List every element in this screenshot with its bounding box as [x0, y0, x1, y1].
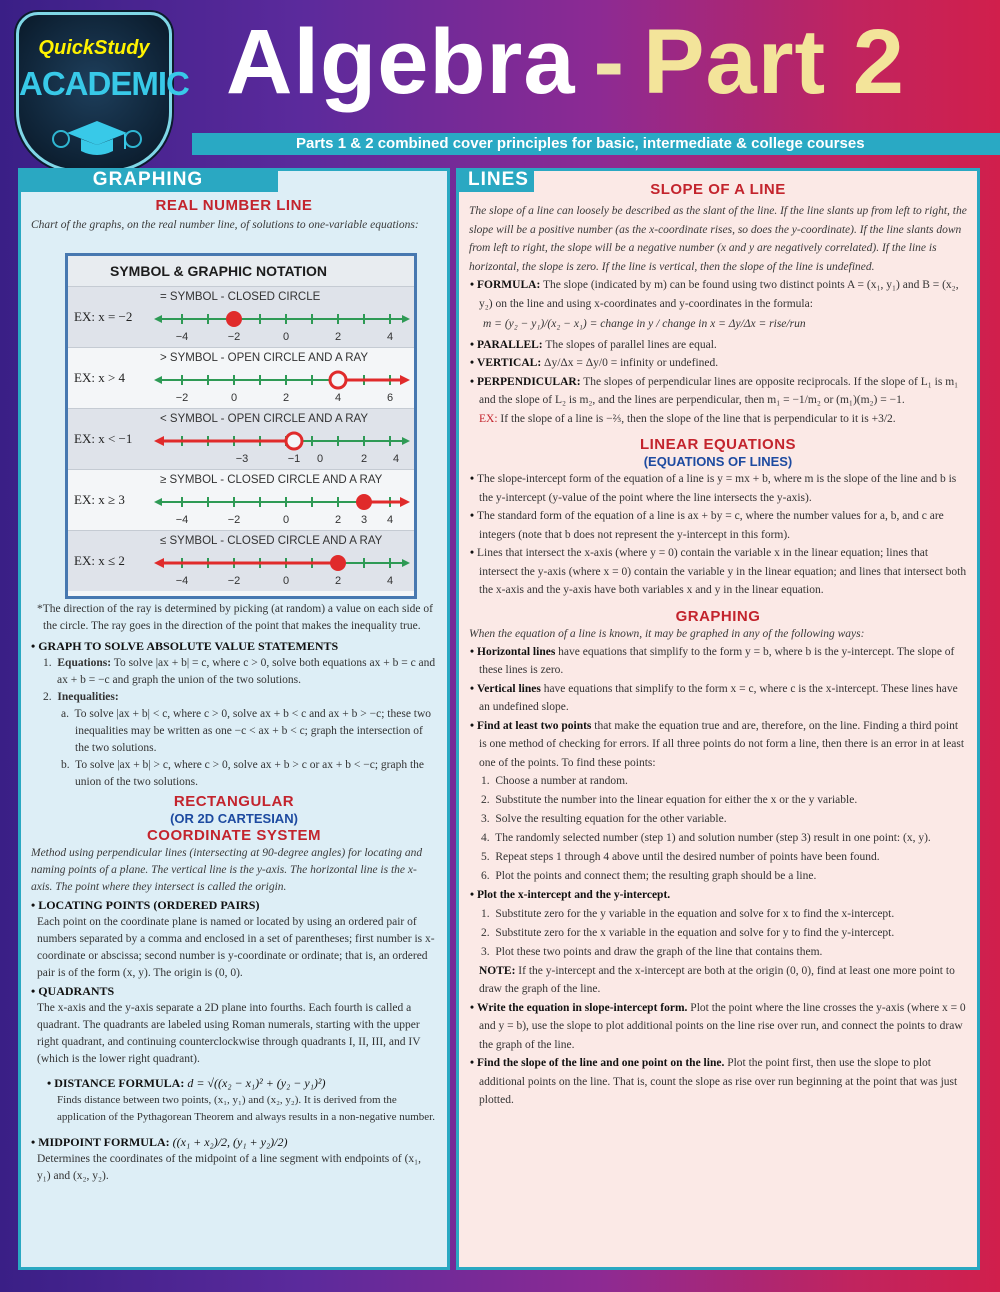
- intercept-note: NOTE: If the y-intercept and the x-intercept are both at the origin (0, 0), find at least one more point to draw the graph of the line.: [479, 964, 955, 995]
- tick-label: 4: [386, 331, 394, 343]
- linear-equations-heading: LINEAR EQUATIONS: [639, 436, 797, 453]
- number-line-graph: [154, 488, 410, 530]
- plot-intercepts-item: • Plot the x-intercept and the y-intercept.: [469, 886, 967, 905]
- tick-label: 6: [386, 392, 394, 404]
- tick-label: −4: [175, 575, 189, 587]
- title-main: Algebra: [226, 11, 576, 113]
- tick-label: 0: [282, 514, 290, 526]
- notation-example: EX: x ≥ 3: [74, 492, 125, 507]
- tick-label: −2: [227, 575, 241, 587]
- tick-label: −4: [175, 331, 189, 343]
- graphing-lines-intro: When the equation of a line is known, it may be graphed in any of the following ways:: [469, 627, 865, 640]
- step-item: 4. The randomly selected number (step 1) and solution number (step 3) result in one point: (x, y).: [481, 832, 931, 844]
- notation-heading: SYMBOL & GRAPHIC NOTATION: [68, 256, 414, 286]
- lines-panel: [456, 168, 980, 1270]
- horizontal-lines-item: • Horizontal lines have equations that simplify to the form y = b, where b is the y-intercept. The slope of these lines is zero.: [469, 643, 967, 680]
- notation-example: EX: x < −1: [74, 431, 133, 446]
- quadrants-heading: • QUADRANTS: [31, 984, 115, 998]
- slope-point-item: • Find the slope of the line and one point on the line. Plot the point first, then use the slope to plot additional points on the line. That is, count the slope as rise over run beginning at the point that was just plotted.: [469, 1054, 967, 1110]
- tick-label: 2: [334, 514, 342, 526]
- locating-points-heading: • LOCATING POINTS (ORDERED PAIRS): [31, 898, 260, 912]
- tick-label: 2: [360, 453, 368, 465]
- abs-item-inequalities: 2. Inequalities:: [43, 691, 119, 703]
- linear-item: • The standard form of the equation of a line is ax + by = c, where the number values for a, b, and c are integers (note that b does not represent the y-intercept in this form).: [469, 507, 967, 544]
- step-item: 5. Repeat steps 1 through 4 above until the desired number of points have been found.: [481, 851, 880, 863]
- slope-intro: The slope of a line can loosely be described as the slant of the line. If the line slants up from left to right, the slope will be a positive number (as the x-coordinate rises, so does the y-coordinate). If the line slants down from left to right, the slope will be a negative number (x and y are negatively correlated). If the line is horizontal, the slope is zero. If the line is vertical, then the slope of the line is undefined.: [469, 205, 967, 273]
- number-line-graph: [154, 427, 410, 469]
- tick-label: 4: [392, 453, 400, 465]
- tick-label: 2: [282, 392, 290, 404]
- distance-formula-text: Finds distance between two points, (x₁, y₁) and (x₂, y₂). It is derived from the application of the Pythagorean Theorem and always results in a non-negative number.: [57, 1094, 435, 1123]
- page-title: [226, 12, 905, 112]
- tick-label: 4: [334, 392, 342, 404]
- rectangular-heading-block: [31, 793, 437, 845]
- notation-example: EX: x > 4: [74, 370, 126, 385]
- notation-symbol: ≤ SYMBOL - CLOSED CIRCLE AND A RAY: [160, 535, 383, 547]
- logo-academic-text: ACADEMIC: [19, 65, 189, 102]
- slope-intercept-item: • Write the equation in slope-intercept form. Plot the point where the line crosses the y-axis (where x = 0 and y = b), use the slope to plot additional points on the line rise over run, and connect the points to draw the graph of the line.: [469, 999, 967, 1055]
- step-item: 2. Substitute the number into the linear equation for either the x or the y variable.: [481, 794, 858, 806]
- abs-value-heading: • GRAPH TO SOLVE ABSOLUTE VALUE STATEMENTS: [31, 639, 339, 653]
- ray-note: *The direction of the ray is determined by picking (at random) a value on each side of the circle. The ray goes in the direction of the point that makes the inequality true.: [37, 603, 433, 632]
- notation-table: [65, 253, 417, 599]
- step-item: 6. Plot the points and connect them; the resulting graph should be a line.: [481, 870, 817, 882]
- vertical-item: • VERTICAL: Δy/Δx = Δy/0 = infinity or undefined.: [469, 354, 967, 373]
- linear-item: • Lines that intersect the x-axis (where y = 0) contain the variable x in the linear equation; lines that intersect the y-axis (where x = 0) contain the variable y in the linear equation; and lines that intersect both the x-axis and the y-axis have both variables x and y in the linear equation.: [469, 544, 967, 600]
- rectangular-heading: RECTANGULAR: [173, 793, 295, 810]
- title-part: Part 2: [643, 11, 905, 113]
- perpendicular-example: EX: If the slope of a line is −⅔, then the slope of the line that is perpendicular to it is +3/2.: [479, 412, 896, 425]
- tick-label: 0: [316, 453, 324, 465]
- number-line-graph: [154, 366, 410, 408]
- real-number-line-intro: Chart of the graphs, on the real number line, of solutions to one-variable equations:: [31, 219, 419, 231]
- lines-tab: LINES: [456, 168, 534, 192]
- notation-symbol: < SYMBOL - OPEN CIRCLE AND A RAY: [160, 413, 369, 425]
- notation-symbol: = SYMBOL - CLOSED CIRCLE: [160, 291, 321, 303]
- notation-symbol: > SYMBOL - OPEN CIRCLE AND A RAY: [160, 352, 369, 364]
- notation-example: EX: x = −2: [74, 309, 133, 324]
- abs-item-2a: a. To solve |ax + b| < c, where c > 0, solve ax + b < c and ax + b > −c; these two inequalities may be written as one −c < ax + b < c; graph the intersection of the two solutions.: [61, 708, 432, 754]
- notation-row: [68, 469, 414, 530]
- tick-label: −2: [175, 392, 189, 404]
- step-item: 3. Solve the resulting equation for the other variable.: [481, 813, 727, 825]
- tick-label: 2: [334, 575, 342, 587]
- tick-label: 0: [282, 575, 290, 587]
- tick-label: −3: [235, 453, 249, 465]
- tick-label: 0: [282, 331, 290, 343]
- quadrants-text: The x-axis and the y-axis separate a 2D plane into fourths. Each fourth is called a quadrant. The quadrants are labeled using Roman numerals, starting with the upper right quadrant, and continuing counterclockwise through quadrants I, II, III, and IV (which is the lower right quadrant).: [37, 1002, 421, 1065]
- subtitle-bar: Parts 1 & 2 combined cover principles for basic, intermediate & college courses: [192, 133, 1000, 155]
- step-item: 1. Choose a number at random.: [481, 775, 628, 787]
- locating-points-text: Each point on the coordinate plane is named or located by using an ordered pair of numbers separated by a comma and enclosed in a set of parentheses; first number is x-coordinate or abscissa; second number is y-coordinate or ordinate; that is, an ordered pair is of the form (x, y). The origin is (0, 0).: [37, 916, 435, 979]
- perpendicular-item: • PERPENDICULAR: The slopes of perpendicular lines are opposite reciprocals. If the slope of L₁ is m₁ and the slope of L₂ is m₂, and the lines are perpendicular, then m₁ = −1/m₂ or (m₁)(m₂) = −1.: [469, 373, 967, 410]
- parallel-item: • PARALLEL: The slopes of parallel lines are equal.: [469, 336, 967, 355]
- linear-item: • The slope-intercept form of the equation of a line is y = mx + b, where m is the slope of the line and b is the y-intercept (y-value of the point where the line intersects the y-axis).: [469, 470, 967, 507]
- logo-quickstudy-text: QuickStudy: [38, 37, 150, 59]
- linear-equations-heading-block: [469, 436, 967, 470]
- distance-formula-heading: • DISTANCE FORMULA: d = √((x₂ − x₁)² + (y₂ − y₁)²): [47, 1076, 326, 1090]
- notation-row: [68, 408, 414, 469]
- graphing-panel: [18, 168, 450, 1270]
- formula-item: • FORMULA: The slope (indicated by m) can be found using two distinct points A = (x₁, y₁) and B = (x₂, y₂) on the line and using x-coordinates and y-coordinates in the formula:: [469, 276, 967, 313]
- tick-label: −4: [175, 514, 189, 526]
- find-points-item: • Find at least two points that make the equation true and are, therefore, on the line. Finding a third point is one method of checking for errors. If all three points do not form a line, then there is an error in at least one of the points. To find these points:: [469, 717, 967, 773]
- tick-label: 4: [386, 514, 394, 526]
- number-line-graph: [154, 305, 410, 347]
- tick-label: −2: [227, 331, 241, 343]
- distance-formula: d = √((x₂ − x₁)² + (y₂ − y₁)²): [187, 1076, 326, 1090]
- rectangular-intro: Method using perpendicular lines (intersecting at 90-degree angles) for locating and naming points of a plane. The vertical line is the y-axis. The horizontal line is the x-axis. The point where they intersect is called the origin.: [31, 847, 423, 893]
- tick-label: 2: [334, 331, 342, 343]
- step-item: 2. Substitute zero for the x variable in the equation and solve for y to find the y-intercept.: [481, 926, 895, 939]
- graphing-lines-heading: GRAPHING: [675, 607, 761, 625]
- notation-example: EX: x ≤ 2: [74, 553, 125, 568]
- step-item: 1. Substitute zero for the y variable in the equation and solve for x to find the x-intercept.: [481, 907, 895, 920]
- graduation-cap-icon: [47, 111, 147, 167]
- real-number-line-heading: REAL NUMBER LINE: [155, 197, 313, 214]
- title-dash: -: [593, 11, 626, 113]
- notation-row: [68, 530, 414, 591]
- coordinate-system-heading: COORDINATE SYSTEM: [146, 827, 322, 844]
- midpoint-formula: ((x₁ + x₂)/2, (y₁ + y₂)/2): [172, 1135, 288, 1149]
- tick-label: 0: [230, 392, 238, 404]
- step-item: 3. Plot these two points and draw the graph of the line that contains them.: [481, 945, 823, 958]
- rectangular-subheading: (OR 2D CARTESIAN): [170, 811, 298, 826]
- slope-formula: m = (y₂ − y₁)/(x₂ − x₁) = change in y / change in x = Δy/Δx = rise/run: [483, 318, 806, 330]
- midpoint-formula-heading: • MIDPOINT FORMULA: ((x₁ + x₂)/2, (y₁ + y₂)/2): [31, 1135, 288, 1149]
- slope-heading: SLOPE OF A LINE: [650, 181, 786, 198]
- notation-row: [68, 347, 414, 408]
- vertical-lines-item: • Vertical lines have equations that simplify to the form x = c, where c is the x-intercept. These lines have an undefined slope.: [469, 680, 967, 717]
- notation-row: [68, 286, 414, 347]
- tick-label: −1: [287, 453, 301, 465]
- quickstudy-logo: [16, 12, 189, 172]
- notation-symbol: ≥ SYMBOL - CLOSED CIRCLE AND A RAY: [160, 474, 383, 486]
- tick-label: −2: [227, 514, 241, 526]
- tick-label: 4: [386, 575, 394, 587]
- tick-label: 3: [360, 514, 368, 526]
- midpoint-formula-text: Determines the coordinates of the midpoint of a line segment with endpoints of (x₁, y₁) and (x₂, y₂).: [37, 1153, 422, 1182]
- graphing-tab: GRAPHING: [18, 168, 278, 192]
- number-line-graph: [154, 549, 410, 591]
- abs-item-2b: b. To solve |ax + b| > c, where c > 0, solve ax + b > c or ax + b < −c; graph the union of the two solutions.: [61, 759, 425, 788]
- linear-equations-subheading: (EQUATIONS OF LINES): [643, 454, 793, 469]
- abs-item-equations: 1. Equations: To solve |ax + b| = c, where c > 0, solve both equations ax + b = c and ax + b = −c and graph the union of the two solutions.: [43, 657, 436, 686]
